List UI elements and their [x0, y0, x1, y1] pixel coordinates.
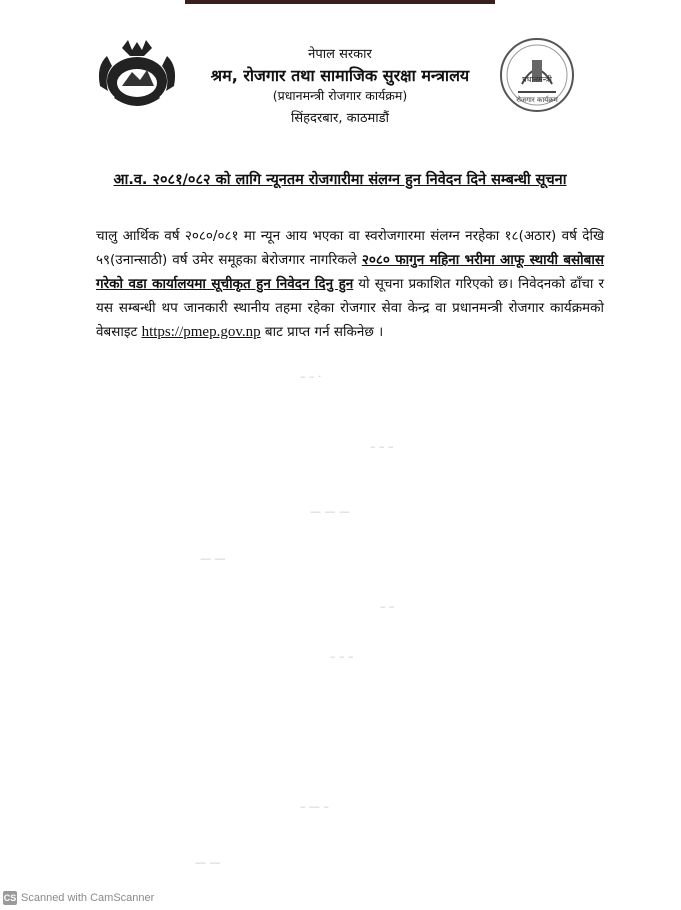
camscanner-icon: CS — [3, 893, 17, 903]
body-text-part1: चालु आर्थिक वर्ष २०८०/०८१ मा न्यून आय भएका वा स्वरोजगारमा संलग्न नरहेका १८(अठार) वर्ष देखि ५९(उनान्साठी) वर्ष उमेर समूहका बेरोजगार नागरिकले — [96, 228, 604, 268]
header-address: सिंहदरबार, काठमाडौं — [290, 111, 390, 126]
scanner-watermark-text: Scanned with CamScanner — [21, 892, 155, 904]
scanner-watermark — [3, 891, 154, 905]
pmep-logo — [498, 36, 576, 114]
website-link[interactable]: https://pmep.gov.np — [141, 324, 261, 340]
bleed-through-mark: – – – — [370, 440, 394, 453]
top-edge-bar — [185, 0, 495, 4]
bleed-through-mark: — — — [195, 856, 221, 869]
header-program-name: (प्रधानमन्त्री रोजगार कार्यक्रम) — [272, 88, 408, 103]
logo-bottom-text: रोजगार कार्यक्रम — [516, 96, 558, 104]
notice-body — [96, 224, 604, 344]
bleed-through-mark: — — — [200, 552, 226, 565]
bleed-through-mark: — — — — [310, 505, 350, 518]
bleed-through-mark: – – — [380, 600, 395, 613]
nepal-emblem-icon — [92, 36, 182, 116]
body-highlight: २०८० फागुन महिना भरीमा आफू स्थायी बसोबास गरेको वडा कार्यालयमा सूचीकृत हुन निवेदन दिनु हुन — [96, 252, 604, 292]
header-ministry-name: श्रम, रोजगार तथा सामाजिक सुरक्षा मन्त्रालय — [210, 66, 470, 85]
bleed-through-mark: – — – — [300, 800, 329, 813]
notice-subject: आ.व. २०८१/०८२ को लागि न्यूनतम रोजगारीमा संलग्न हुन निवेदन दिने सम्बन्धी सूचना — [113, 172, 567, 188]
bleed-through-mark: – – – — [330, 650, 354, 663]
body-text-part3: बाट प्राप्त गर्न सकिनेछ । — [260, 324, 384, 340]
bleed-through-mark: – – · — [300, 370, 322, 383]
logo-top-text: प्रधानमन्त्री — [522, 75, 552, 84]
header-gov-name: नेपाल सरकार — [308, 47, 372, 62]
body-text-part2: यो सूचना प्रकाशित गरिएको छ। निवेदनको ढाँचा र यस सम्बन्धी थप जानकारी स्थानीय तहमा रहेका रोजगार सेवा केन्द्र वा प्रधानमन्त्री रोजगार कार्यक्रमको वेबसाइट — [96, 276, 604, 340]
